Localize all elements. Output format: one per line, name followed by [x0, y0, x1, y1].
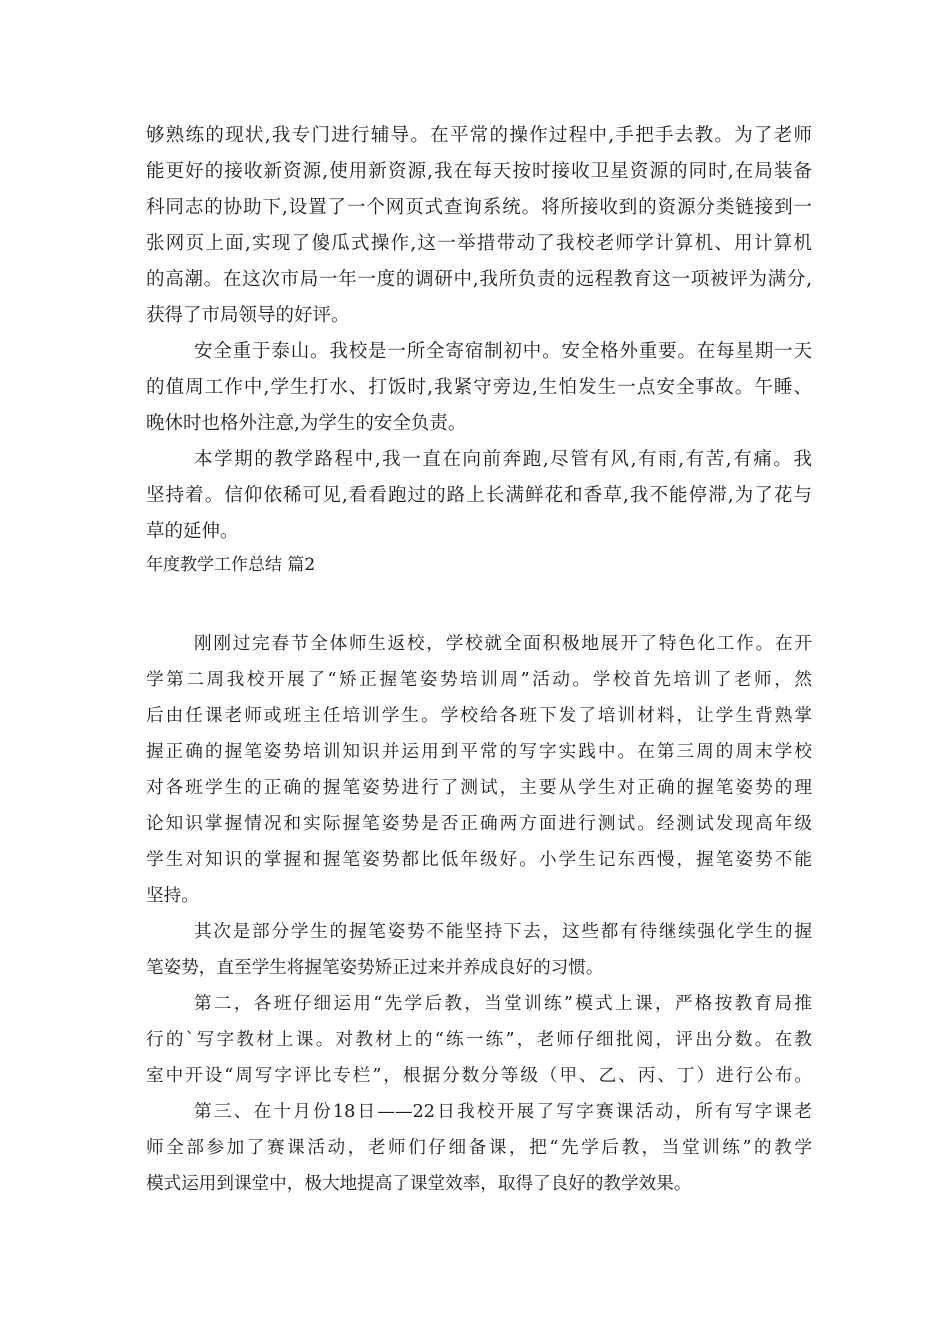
text-line: 握正确的握笔姿势培训知识并运用到平常的写字实践中。在第三周的周末学校	[146, 742, 812, 762]
text-line: 行的`写字教材上课。对教材上的“练一练”，老师仔细批阅，评出分数。在教	[146, 1030, 812, 1050]
text-line: 第二，各班仔细运用“先学后教，当堂训练”模式上课，严格按教育局推	[194, 994, 812, 1014]
text-line: 科同志的协助下,设置了一个网页式查询系统。将所接收到的资源分类链接到一	[146, 197, 812, 218]
text-line: 坚持。	[146, 886, 199, 906]
text-line: 获得了市局领导的好评。	[146, 305, 350, 326]
text-line: 能更好的接收新资源,使用新资源,我在每天按时接收卫星资源的同时,在局装备	[146, 161, 812, 182]
text-line: 后由任课老师或班主任培训学生。学校给各班下发了培训材料，让学生背熟掌	[146, 706, 812, 726]
text-line: 模式运用到课堂中，极大地提高了课堂效率，取得了良好的教学效果。	[146, 1174, 692, 1194]
text-line: 其次是部分学生的握笔姿势不能坚持下去，这些都有待继续强化学生的握	[194, 922, 812, 942]
text-line: 第三、在十月份18日——22日我校开展了写字赛课活动，所有写字课老	[194, 1102, 812, 1122]
text-line: 论知识掌握情况和实际握笔姿势是否正确两方面进行测试。经测试发现高年级	[146, 814, 812, 834]
text-line: 草的延伸。	[146, 521, 239, 542]
text-line: 安全重于泰山。我校是一所全寄宿制初中。安全格外重要。在每星期一天	[194, 341, 812, 362]
text-line: 学生对知识的掌握和握笔姿势都比低年级好。小学生记东西慢，握笔姿势不能	[146, 850, 812, 870]
text-line: 师全部参加了赛课活动，老师们仔细备课，把“先学后教，当堂训练”的教学	[146, 1138, 812, 1158]
text-line: 的值周工作中,学生打水、打饭时,我紧守旁边,生怕发生一点安全事故。午睡、	[146, 377, 812, 398]
text-line: 坚持着。信仰依稀可见,看看跑过的路上长满鲜花和香草,我不能停滞,为了花与	[146, 485, 812, 506]
text-line: 笔姿势，直至学生将握笔姿势矫正过来并养成良好的习惯。	[146, 958, 604, 978]
text-line: 本学期的教学路程中,我一直在向前奔跑,尽管有风,有雨,有苦,有痛。我	[194, 449, 812, 470]
text-line: 晚休时也格外注意,为学生的安全负责。	[146, 413, 467, 434]
text-line: 室中开设“周写字评比专栏”，根据分数分等级（甲、乙、丙、丁）进行公布。	[146, 1066, 812, 1086]
text-line: 刚刚过完春节全体师生返校，学校就全面积极地展开了特色化工作。在开	[194, 634, 812, 654]
text-line: 够熟练的现状,我专门进行辅导。在平常的操作过程中,手把手去教。为了老师	[146, 125, 812, 146]
text-line: 张网页上面,实现了傻瓜式操作,这一举措带动了我校老师学计算机、用计算机	[146, 233, 812, 254]
text-line: 对各班学生的正确的握笔姿势进行了测试，主要从学生对正确的握笔姿势的理	[146, 778, 812, 798]
section-heading: 年度教学工作总结 篇2	[146, 555, 316, 575]
text-line: 学第二周我校开展了“矫正握笔姿势培训周”活动。学校首先培训了老师，然	[146, 670, 812, 690]
text-line: 的高潮。在这次市局一年一度的调研中,我所负责的远程教育这一项被评为满分,	[146, 269, 812, 290]
